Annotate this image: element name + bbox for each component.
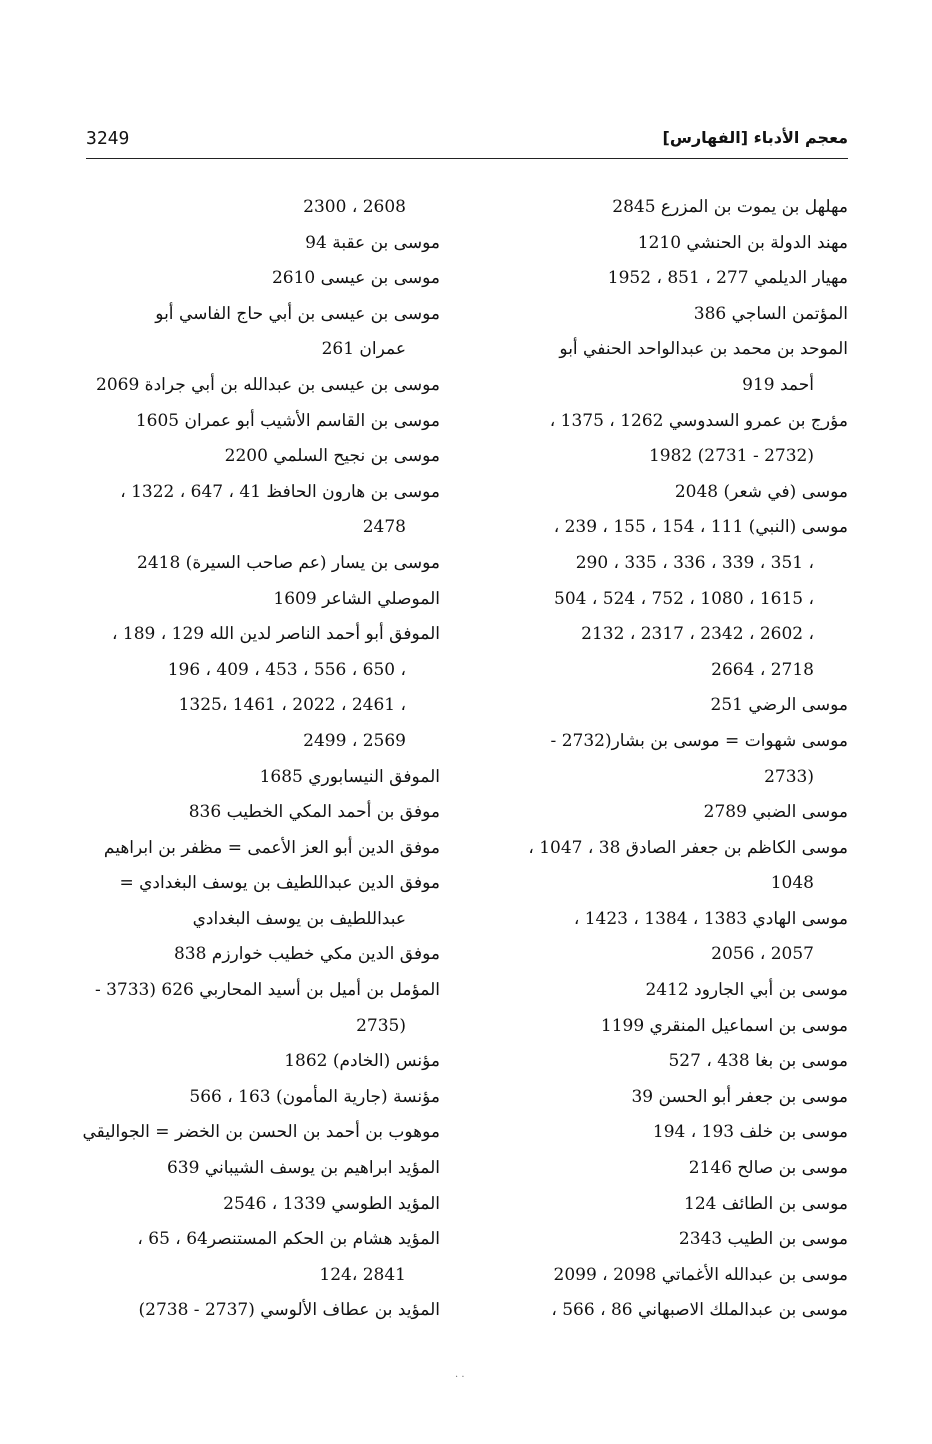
index-entry: مهيار الديلمي 277 ، 851 ، 1952 bbox=[607, 268, 848, 289]
index-entry: أحمد 919 bbox=[742, 374, 814, 395]
index-entry: موسى بن صالح 2146 bbox=[688, 1158, 848, 1179]
index-entry: موسى الكاظم بن جعفر الصادق 38 ، 1047 ، bbox=[528, 837, 848, 858]
index-entry: 2056 ، 2057 bbox=[711, 944, 814, 965]
index-entry: موسى بن جعفر أبو الحسن 39 bbox=[631, 1086, 848, 1107]
index-entry: 504 ، 524 ، 752 ، 1080 ، 1615 ، bbox=[554, 588, 814, 609]
page-header bbox=[86, 128, 848, 156]
index-entry: موسى بن أبي الجارود 2412 bbox=[645, 980, 848, 1001]
index-entry: المؤيد الطوسي 1339 ، 2546 bbox=[223, 1193, 440, 1214]
index-entry: 2735) bbox=[356, 1015, 406, 1036]
index-entry: 2478 bbox=[362, 517, 406, 538]
index-entry: 290 ، 335 ، 336 ، 339 ، 351 ، bbox=[575, 552, 814, 573]
index-entry: موسى بن عيسى بن أبي حاج الفاسي أبو bbox=[155, 303, 440, 324]
index-entry: الموحد بن محمد بن عبدالواحد الحنفي أبو bbox=[559, 339, 848, 360]
index-entry: موسى بن القاسم الأشيب أبو عمران 1605 bbox=[135, 410, 440, 431]
index-entry: مؤنس (الخادم) 1862 bbox=[284, 1051, 440, 1072]
index-entry: موسى بن عبدالله الأغماتي 2098 ، 2099 bbox=[553, 1264, 848, 1285]
page-number: 3249 bbox=[86, 128, 130, 149]
index-entry: المؤتمن الساجي 386 bbox=[693, 303, 848, 324]
index-entry: المؤيد ابراهيم بن يوسف الشيباني 639 bbox=[166, 1158, 440, 1179]
index-entry: موفق بن أحمد المكي الخطيب 836 bbox=[188, 802, 440, 823]
index-entry: 2664 ، 2718 bbox=[711, 659, 814, 680]
index-column-left bbox=[78, 190, 440, 1329]
index-entry: الموفق النيسابوري 1685 bbox=[259, 766, 440, 787]
index-entry: الموفق أبو أحمد الناصر لدين الله 129 ، 189 ، bbox=[111, 624, 440, 645]
header-rule bbox=[86, 158, 848, 159]
index-entry: عمران 261 bbox=[321, 339, 406, 360]
index-entry: مؤرج بن عمرو السدوسي 1262 ، 1375 ، bbox=[549, 410, 848, 431]
index-entry: موسى شهوات = موسى بن بشار(2732 - bbox=[550, 730, 848, 751]
index-column-right bbox=[496, 190, 848, 1329]
index-entry: موفق الدين مكي خطيب خوارزم 838 bbox=[173, 944, 440, 965]
scan-speck: · · bbox=[455, 1372, 465, 1383]
index-entry: موسى بن بغا 438 ، 527 bbox=[668, 1051, 848, 1072]
index-entry: موسى (في شعر) 2048 bbox=[674, 481, 848, 502]
index-entry: موسى بن عقبة 94 bbox=[305, 232, 440, 253]
index-entry: مؤنسة (جارية المأمون) 163 ، 566 bbox=[189, 1086, 440, 1107]
index-entry: 2132 ، 2317 ، 2342 ، 2602 ، bbox=[581, 624, 814, 645]
index-entry: موسى بن الطائف 124 bbox=[684, 1193, 848, 1214]
index-entry: موسى بن يسار (عم صاحب السيرة) 2418 bbox=[137, 552, 440, 573]
index-entry: 1982 (2731 - 2732) bbox=[648, 446, 814, 467]
index-entry: موسى الضبي 2789 bbox=[703, 802, 848, 823]
index-entry: موسى بن خلف 193 ، 194 bbox=[652, 1122, 848, 1143]
index-entry: مهند الدولة بن الحنشي 1210 bbox=[637, 232, 848, 253]
index-entry: موسى بن عيسى 2610 bbox=[271, 268, 440, 289]
index-entry: الموصلي الشاعر 1609 bbox=[273, 588, 440, 609]
index-entry: 196 ، 409 ، 453 ، 556 ، 650 ، bbox=[167, 659, 406, 680]
index-entry: المؤيد هشام بن الحكم المستنصر64 ، 65 ، bbox=[137, 1229, 440, 1250]
index-entry: موفق الدين أبو العز الأعمى = مظفر بن ابراهيم bbox=[103, 837, 440, 858]
index-entry: موسى (النبي) 111 ، 154 ، 155 ، 239 ، bbox=[553, 517, 848, 538]
index-entry: موفق الدين عبداللطيف بن يوسف البغدادي = bbox=[119, 873, 440, 894]
running-title: معجم الأدباء [الفهارس] bbox=[662, 128, 848, 147]
index-entry: موسى الهادي 1383 ، 1384 ، 1423 ، bbox=[573, 908, 848, 929]
index-entry: مهلهل بن يموت بن المزرع 2845 bbox=[612, 197, 848, 217]
index-entry: 2733) bbox=[764, 766, 814, 787]
index-entry: موسى بن هارون الحافظ 41 ، 647 ، 1322 ، bbox=[120, 481, 440, 502]
index-entry: عبداللطيف بن يوسف البغدادي bbox=[192, 908, 406, 929]
index-entry: موسى بن اسماعيل المنقري 1199 bbox=[600, 1015, 848, 1036]
index-entry: المؤيد بن عطاف الألوسي (2737 - 2738) bbox=[138, 1300, 440, 1321]
index-entry: 1325، 1461 ، 2022 ، 2461 ، bbox=[178, 695, 406, 716]
index-entry: موهوب بن أحمد بن الحسن بن الخضر = الجواليقي bbox=[82, 1122, 440, 1143]
index-entry: المؤمل بن أميل بن أسيد المحاربي 626 (3733 - bbox=[94, 980, 440, 1001]
index-entry: موسى بن عيسى بن عبدالله بن أبي جرادة 2069 bbox=[96, 374, 440, 395]
index-entry: 2300 ، 2608 bbox=[303, 197, 406, 217]
index-entry: 2499 ، 2569 bbox=[303, 730, 406, 751]
index-entry: 124، 2841 bbox=[319, 1264, 406, 1285]
index-entry: موسى بن نجيح السلمي 2200 bbox=[224, 446, 440, 467]
index-entry: موسى بن عبدالملك الاصبهاني 86 ، 566 ، bbox=[551, 1300, 848, 1321]
index-entry: 1048 bbox=[770, 873, 814, 894]
index-entry: موسى الرضي 251 bbox=[710, 695, 848, 716]
index-entry: موسى بن الطيب 2343 bbox=[678, 1229, 848, 1250]
